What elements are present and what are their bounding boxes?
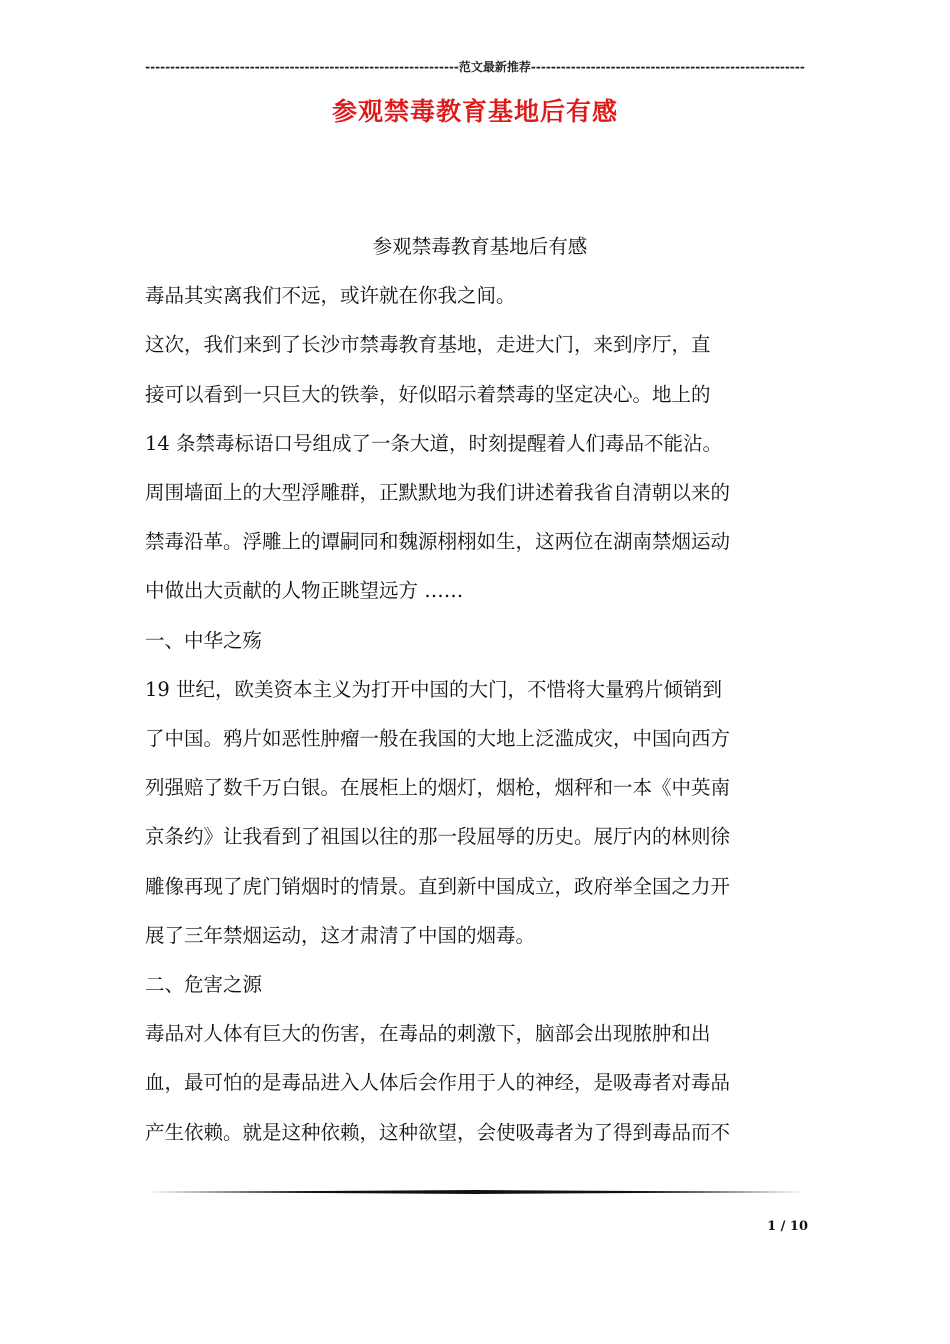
body-line: 这次，我们来到了长沙市禁毒教育基地，走进大门，来到序厅，直 — [145, 333, 711, 357]
body-line: 周围墙面上的大型浮雕群，正默默地为我们讲述着我省自清朝以来的 — [145, 481, 731, 505]
body-line: 禁毒沿革。浮雕上的谭嗣同和魏源栩栩如生，这两位在湖南禁烟运动 — [145, 530, 731, 554]
document-title: 参观禁毒教育基地后有感 — [331, 97, 618, 126]
body-line: 19 世纪，欧美资本主义为打开中国的大门，不惜将大量鸦片倾销到 — [145, 677, 723, 701]
body-line: 毒品对人体有巨大的伤害，在毒品的刺激下，脑部会出现脓肿和出 — [145, 1022, 711, 1046]
page-number: 1 / 10 — [767, 1219, 808, 1234]
header-banner: ---------------------------------------------------------------范文最新推荐------------------------------------------------------- — [145, 60, 805, 74]
body-line: 雕像再现了虎门销烟时的情景。直到新中国成立，政府举全国之力开 — [145, 874, 731, 898]
body-line: 京条约》让我看到了祖国以往的那一段屈辱的历史。展厅内的林则徐 — [145, 825, 731, 849]
body-line: 14 条禁毒标语口号组成了一条大道，时刻提醒着人们毒品不能沾。 — [145, 431, 723, 455]
footer-divider — [145, 1190, 805, 1194]
body-line: 血，最可怕的是毒品进入人体后会作用于人的神经，是吸毒者对毒品 — [145, 1071, 731, 1095]
body-line: 展了三年禁烟运动，这才肃清了中国的烟毒。 — [145, 923, 536, 947]
body-line: 接可以看到一只巨大的铁拳，好似昭示着禁毒的坚定决心。地上的 — [145, 382, 711, 406]
body-line: 了中国。鸦片如恶性肿瘤一般在我国的大地上泛滥成灾，中国向西方 — [145, 727, 731, 751]
section-heading: 一、中华之殇 — [145, 628, 263, 652]
body-line: 列强赔了数千万白银。在展柜上的烟灯，烟枪，烟秤和一本《中英南 — [145, 776, 731, 800]
body-line: 毒品其实离我们不远，或许就在你我之间。 — [145, 284, 516, 308]
body-line: 中做出大贡献的人物正眺望远方 …… — [145, 579, 464, 603]
document-subtitle: 参观禁毒教育基地后有感 — [372, 235, 588, 258]
document-body — [145, 222, 815, 1157]
body-line: 产生依赖。就是这种依赖，这种欲望，会使吸毒者为了得到毒品而不 — [145, 1120, 731, 1144]
section-heading: 二、危害之源 — [145, 973, 263, 997]
